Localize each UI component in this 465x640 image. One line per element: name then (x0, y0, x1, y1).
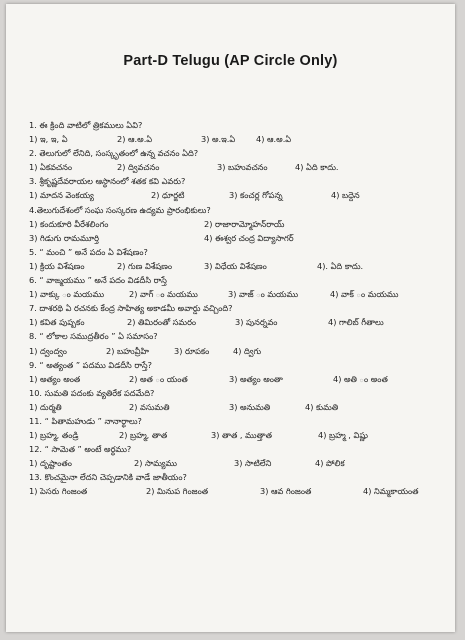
option-text: 3) సాటిలేని (234, 458, 272, 469)
option-text: 4). ఏది కాదు. (317, 260, 364, 271)
page-title: Part-D Telugu (AP Circle Only) (123, 53, 338, 69)
options-row (29, 484, 439, 498)
option-text: 2) సామ్యము (134, 458, 178, 469)
option-text: 4) బద్దెన (331, 190, 360, 201)
option-text: 3) అ.ఇ.ఏ (201, 134, 236, 145)
options-row (29, 456, 439, 470)
option-text: 1) బ్రహ్మ, తండ్రి (29, 430, 79, 441)
options-row (29, 428, 439, 442)
option-text: 2) గుణ విశేషణం (117, 260, 173, 271)
question-text: 2. తెలుగులో లేనిది, సంస్కృతంలో ఉన్న వచనం ఏది? (29, 148, 199, 159)
option-text: 4) ఈశ్వర చంద్ర విద్యాసాగర్ (204, 232, 294, 243)
option-text: 4) ఏది కాదు. (295, 162, 339, 173)
options-row (29, 188, 439, 202)
option-text: 4) బ్రహ్మ , విష్ణు (318, 430, 368, 441)
option-text: 4) కుమతి (305, 401, 339, 412)
option-text: 1) వాక్కు ం మయము (29, 289, 105, 300)
option-text: 3) గిడుగు రామమూర్తి (29, 232, 99, 243)
options-row (29, 160, 439, 174)
question-text: 5. “ మంచి ” అనే పదం ఏ విశేషణం? (29, 246, 148, 257)
option-text: 1) అత్యం అంత (29, 373, 81, 384)
question-text: 9. “ అత్యంత ” పదము విడదీసి రాస్తే? (29, 359, 152, 370)
options-row (29, 315, 439, 329)
options-row (29, 217, 439, 231)
question-text: 8. “ లోకాల సముద్రతీరం ” ఏ సమాసం? (29, 331, 158, 342)
option-text: 2) వసుమతి (129, 401, 170, 412)
options-row (29, 132, 439, 146)
option-text: 3) పునర్నవం (235, 317, 278, 328)
question-text: 13. కొంచమైనా లేదని చెప్పడానికి వాడే జాతీయం? (29, 472, 187, 483)
question-text: 1. ఈ క్రింది వాటిలో త్రికములు ఏవి? (29, 120, 143, 130)
option-text: 1) ఏకవచనం (29, 162, 73, 173)
option-text: 1) కందుకూరి వీరేశలింగం (29, 218, 109, 229)
options-row (29, 344, 439, 358)
option-text: 1) మాదన వెంకయ్య (29, 190, 94, 201)
options-row (29, 259, 439, 273)
question-text: 3. శ్రీకృష్ణదేవరాయల ఆస్థానంలో శతక కవి ఎవరు? (29, 176, 186, 187)
option-text: 2) ధూర్జటి (151, 190, 185, 201)
option-text: 2) ఆ.అ.ఏ (117, 134, 153, 145)
option-text: 4) వాక్ ం మయము (330, 289, 399, 300)
option-text: 3) విధేయ విశేషణం (204, 260, 267, 271)
option-text: 1) క్రియ విశేషణం (29, 260, 85, 271)
options-row (29, 231, 439, 245)
option-text: 3) వాజ్ ం మయము (228, 289, 299, 300)
document-page (6, 4, 455, 632)
option-text: 3) రూపకం (174, 345, 210, 356)
option-text: 1) దుర్మతి (29, 401, 62, 412)
question-text: 12. “ సామెత ” అంటే అర్థము? (29, 444, 132, 455)
option-text: 3) కంచర్ల గోపన్న (229, 190, 283, 201)
option-text: 4) ద్విగు (233, 345, 262, 356)
option-text: 1) కవిత పుష్పకం (29, 317, 85, 328)
option-text: 2) తిమిరంతో సమరం (127, 317, 197, 328)
question-text: 4.తెలుగుదేశంలో సంఘ సంస్కరణ ఉద్యమ ప్రారంభికులు? (29, 204, 211, 215)
option-text: 1) ఇ, ఇ, ఏ (29, 134, 68, 145)
option-text: 4) పోలిక (315, 458, 345, 469)
option-text: 3) అత్యం అంతా (229, 373, 283, 384)
question-text: 7. దాశరథి ఏ రచనకు కేంద్ర సాహిత్య అకాడమీ అవార్డు వచ్చింది? (29, 303, 233, 314)
question-text: 11. “ పితామహుడు ” నానార్థాలు? (29, 415, 142, 426)
option-text: 2) రాజారామ్మోహన్‌రాయ్ (204, 218, 285, 229)
option-text: 3) తాత , ముత్తాత (211, 430, 272, 441)
option-text: 3) అనుమతి (229, 401, 271, 412)
option-text: 4) నిమ్మకాయంత (363, 486, 419, 497)
option-text: 2) అత ం యంత (129, 373, 188, 384)
option-text: 2) మినుప గింజంత (146, 486, 209, 497)
option-text: 3) ఆవ గింజంత (260, 486, 312, 497)
option-text: 2) బ్రహ్మ, తాత (119, 430, 168, 441)
question-list (29, 118, 439, 499)
option-text: 4) అతి ం అంత (333, 373, 388, 384)
option-text: 2) వాగ్ ం మయము (129, 289, 198, 300)
option-text: 4) గాలిబ్ గీతాలు (328, 317, 384, 328)
options-row (29, 372, 439, 386)
options-row (29, 287, 439, 301)
question-text: 6. “ వాఙ్మయము ” అనే పదం విడదీసి రాస్తే (29, 275, 167, 286)
option-text: 1) ద్వంద్వం (29, 345, 67, 356)
question-text: 10. సుమతి పదంకు వ్యతిరేక పదమేది? (29, 387, 155, 398)
option-text: 4) ఆ.అ.ఏ (256, 134, 292, 145)
option-text: 2) బహువ్రీహి (106, 345, 149, 356)
option-text: 1) పెసరు గింజంత (29, 486, 88, 497)
option-text: 3) బహువచనం (217, 162, 268, 173)
option-text: 2) ద్వివచనం (117, 162, 160, 173)
option-text: 1) దృష్టాంతం (29, 458, 72, 469)
options-row (29, 400, 439, 414)
